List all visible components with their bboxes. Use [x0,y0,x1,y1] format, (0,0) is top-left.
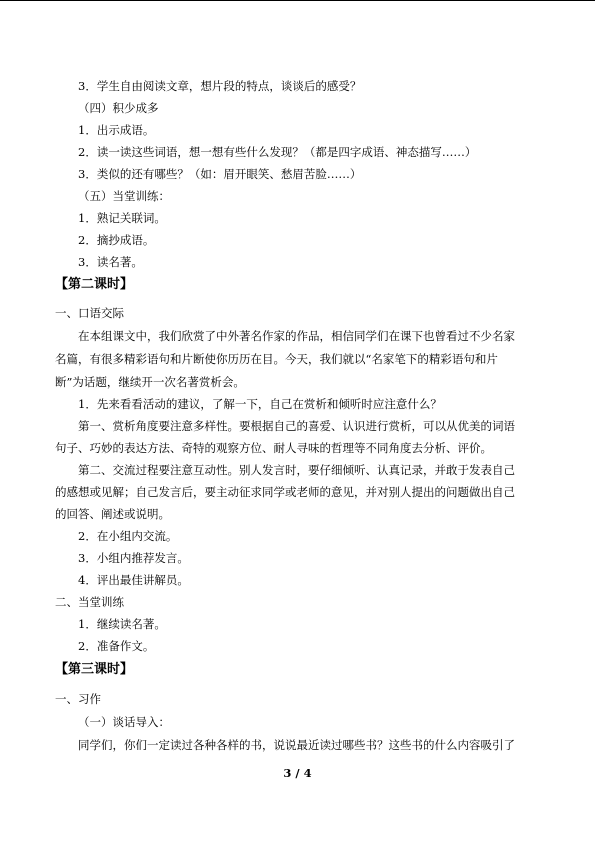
top-rule [0,0,595,1]
text-line: 4．评出最佳讲解员。 [78,573,189,587]
text-line: 1．熟记关联词。 [78,211,166,225]
text-line: 1．先来看看活动的建议，了解一下，自己在赏析和倾听时应注意什么？ [78,397,442,411]
text-line: 3．类似的还有哪些？（如：眉开眼笑、愁眉苦脸……） [78,167,362,181]
paragraph-line: 句子、巧妙的表达方法、奇特的观察方位、耐人寻味的哲理等不同角度去分析、评价。 [55,441,492,455]
text-line: 2．读一读这些词语，想一想有些什么发现？（都是四字成语、神态描写……） [78,145,477,159]
text-line: 1．继续读名著。 [78,617,166,631]
text-line: 2．准备作文。 [78,639,155,653]
text-line: 3．读名著。 [78,255,143,269]
section-heading: 一、口语交际 [55,306,124,320]
text-line: 2．摘抄成语。 [78,233,155,247]
paragraph-line: 的感想或见解；自己发言后，要主动征求同学或老师的意见，并对别人提出的问题做出自己 [55,485,515,499]
text-line: 3．学生自由阅读文章，想片段的特点，谈谈后的感受？ [78,79,362,93]
text-line: 1．出示成语。 [78,123,155,137]
lesson-heading-2: 【第二课时】 [55,277,134,292]
paragraph-line: 在本组课文中，我们欣赏了中外著名作家的作品，相信同学们在课下也曾看过不少名家 [78,329,515,343]
section-label: （一）谈话导入： [78,715,170,729]
paragraph-line: 第一、赏析角度要注意多样性。要根据自己的喜爱、认识进行赏析，可以从优美的词语 [78,419,515,433]
text-line: 2．在小组内交流。 [78,529,178,543]
section-heading: 二、当堂训练 [55,595,124,609]
text-line: 3．小组内推荐发言。 [78,551,189,565]
section-heading: 一、习作 [55,692,101,706]
paragraph-line: 名篇，有很多精彩语句和片断使你历历在目。今天，我们就以“名家笔下的精彩语句和片 [55,352,498,366]
section-label: （四）积少成多 [78,101,159,115]
paragraph-line: 断”为话题，继续开一次名著赏析会。 [55,375,245,389]
paragraph-line: 同学们，你们一定读过各种各样的书，说说最近读过哪些书？这些书的什么内容吸引了 [78,738,515,752]
section-label: （五）当堂训练： [78,189,170,203]
paragraph-line: 第二、交流过程要注意互动性。别人发言时，要仔细倾听、认真记录，并敢于发表自己 [78,463,515,477]
paragraph-line: 的回答、阐述或说明。 [55,507,170,521]
lesson-heading-3: 【第三课时】 [55,662,134,677]
page-number: 3 / 4 [283,766,312,780]
